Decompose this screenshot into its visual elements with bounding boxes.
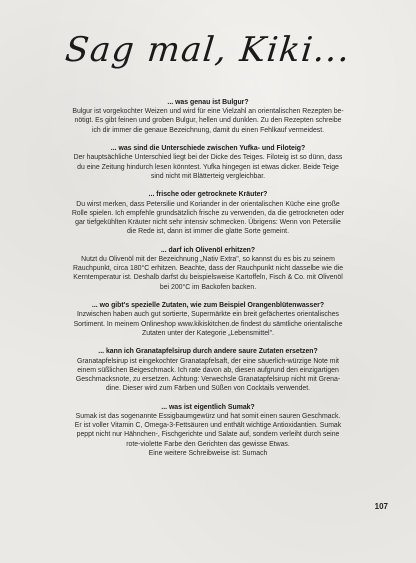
answer-line: Nutzt du Olivenöl mit der Bezeichnung „Nativ Extra", so kannst du es bis zu seinem (81, 256, 335, 264)
faq-section-olivenoel (44, 246, 372, 292)
faq-answer (44, 200, 372, 237)
answer-line: die Rede ist, dann ist immer die glatte Sorte gemeint. (126, 228, 289, 236)
answer-line: Bulgur ist vorgekochter Weizen und wird für eine Vielzahl an orientalischen Rezepten be- (72, 108, 344, 116)
faq-section-zutaten (44, 301, 372, 338)
faq-answer (44, 412, 372, 458)
answer-line: peppt nicht nur Hähnchen-, Fischgerichte und Salate auf, sondern verleiht durch seine (76, 431, 340, 439)
answer-line: Zutaten unter der Kategorie „Lebensmittel". (142, 329, 274, 337)
answer-line: bei 200°C im Backofen backen. (159, 283, 257, 291)
page-number: 107 (374, 502, 388, 511)
faq-section-yufka-filo (44, 144, 372, 181)
faq-question: ... was ist eigentlich Sumak? (161, 403, 255, 411)
answer-line: Sumak ist das sogenannte Essigbaumgewürz und hat somit einen sauren Geschmack. (75, 413, 341, 421)
answer-line: Der hauptsächliche Unterschied liegt bei der Dicke des Teiges. Filoteig ist so dünn, dass (73, 154, 343, 162)
faq-question: ... darf ich Olivenöl erhitzen? (160, 246, 256, 254)
answer-line: gar tiefgekühlten Kräuter nicht sehr intensiv schmecken. Übrigens: Wenn von Petersilie (75, 219, 341, 227)
faq-answer (44, 357, 372, 394)
faq-question: ... was genau ist Bulgur? (167, 99, 249, 106)
answer-line: Inzwischen haben auch gut sortierte, Supermärkte ein breit gefächertes orientalisches (77, 311, 339, 319)
answer-line: Sortiment. In meinem Onlineshop www.kikiskitchen.de findest du sämtliche orientalische (73, 320, 343, 328)
faq-question: ... frische oder getrocknete Kräuter? (148, 191, 268, 199)
answer-line: einem süßlichen Beigeschmack. Ich rate davon ab, diesen aufgrund den einzigartigen (77, 366, 339, 374)
faq-section-granatapfelsirup (44, 347, 372, 393)
answer-line: ich dir immer die genaue Bezeichnung, damit du einen Fehlkauf vermeidest. (91, 126, 325, 134)
faq-question: ... was sind die Unterschiede zwischen Yufka- und Filoteig? (110, 145, 306, 153)
answer-line: sind nicht mit Blätterteig vergleichbar. (150, 172, 266, 180)
page-title: Sag mal, Kiki... (63, 30, 353, 70)
faq-answer (44, 107, 372, 135)
answer-line: dine. Dieser wird zum Färben und Süßen von Cocktails verwendet. (105, 385, 311, 393)
faq-question: ... kann ich Granatapfelsirup durch andere saure Zutaten ersetzen? (98, 348, 318, 356)
faq-answer (44, 255, 372, 292)
answer-line: Granatapfelsirup ist eingekochter Granatapfelsaft, der eine säuerlich-würzige Note mit (77, 357, 339, 365)
faq-content (44, 98, 372, 467)
answer-line: du eine Zeitung hindurch lesen könntest. Yufka hingegen ist etwas dicker. Beide Teige (77, 163, 339, 171)
answer-line: Rolle spielen. Ich empfehle grundsätzlich frische zu verwenden, da die getrockneten oder (71, 209, 345, 217)
faq-section-bulgur (44, 98, 372, 135)
answer-line: Rauchpunkt, circa 180°C erhitzen. Beachte, dass der Rauchpunkt nicht dasselbe wie die (72, 265, 344, 273)
answer-line: Du wirst merken, dass Petersilie und Koriander in der orientalischen Küche eine große (76, 200, 340, 208)
answer-line: rote-violette Farbe den Gerichten das gewisse Etwas. (126, 440, 290, 448)
answer-line: Eine weitere Schreibweise ist: Sumach (148, 449, 268, 457)
answer-line: Geschmacksnote, zu ersetzen. Achtung: Verwechsle Granatapfelsirup nicht mit Grena- (75, 376, 341, 384)
faq-answer (44, 310, 372, 338)
answer-line: Er ist voller Vitamin C, Omega-3-Fettsäuren und enthält wichtige Antioxidantien. Sumak (74, 422, 342, 430)
answer-line: nötigt. Es gibt feinen und groben Bulgur, hellen und dunklen. Zu den Rezepten schreibe (74, 117, 342, 125)
faq-question: ... wo gibt's spezielle Zutaten, wie zum Beispiel Orangenblütenwasser? (91, 302, 325, 310)
faq-answer (44, 153, 372, 181)
answer-line: Kerntemperatur ist. Deshalb darfst du beispielsweise Kartoffeln, Fisch & Co. mit Olivenöl (73, 274, 343, 282)
faq-section-kraeuter (44, 190, 372, 236)
faq-section-sumak (44, 403, 372, 458)
